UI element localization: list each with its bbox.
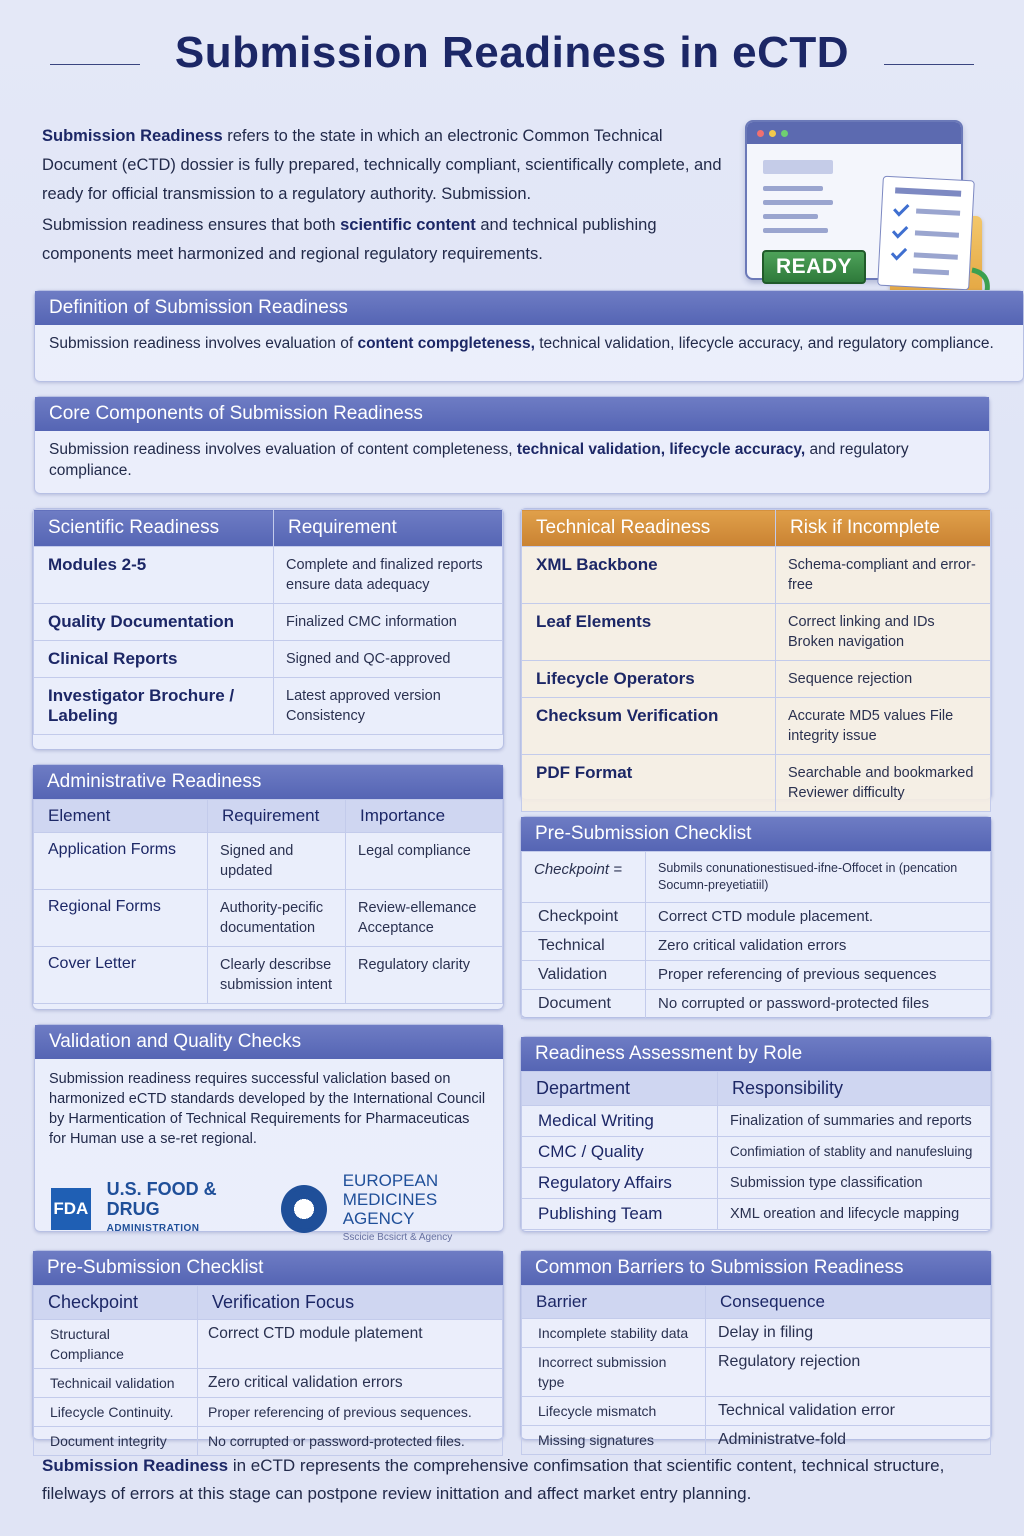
intro-text-2a: Submission readiness ensures that both: [42, 216, 341, 234]
row-value: Schema-compliant and error-free: [776, 547, 991, 604]
row-value: Regulatory clarity: [346, 947, 503, 1004]
administrative-readiness-table: [32, 764, 504, 1010]
column-header: Verification Focus: [198, 1286, 503, 1320]
intro-paragraph-2: [42, 211, 732, 269]
row-label: Incomplete stability data: [522, 1319, 706, 1348]
row-value: Signed and QC-approved: [274, 641, 503, 678]
risk-header: Risk if Incomplete: [776, 510, 991, 547]
row-value: Authority-pecific documentation: [208, 890, 346, 947]
row-label: Document: [522, 990, 646, 1019]
table-row: [34, 1320, 503, 1369]
column-header: Element: [34, 800, 208, 833]
table-row: [522, 990, 991, 1019]
scientific-readiness-table: [32, 508, 504, 750]
row-value: Regulatory rejection: [706, 1348, 991, 1397]
row-label: Regional Forms: [34, 890, 208, 947]
row-value: Clearly describse submission intent: [208, 947, 346, 1004]
requirement-header: Requirement: [274, 510, 503, 547]
table-row: [522, 604, 991, 661]
row-value: Finalized CMC information: [274, 604, 503, 641]
checklist-document-icon: [877, 176, 975, 291]
definition-text: Submission readiness involves evaluation of content compgleteness, technical validation, lifecycle accuracy, and regulatory compliance.: [49, 335, 994, 352]
row-label: Modules 2-5: [34, 547, 274, 604]
column-header: Department: [522, 1072, 718, 1106]
row-value: Zero critical validation errors: [198, 1369, 503, 1398]
core-components-header: Core Components of Submission Readiness: [35, 397, 989, 431]
definition-header: Definition of Submission Readiness: [35, 291, 1023, 325]
table-row: [522, 1426, 991, 1455]
row-value: Zero critical validation errors: [646, 932, 991, 961]
row-label: Incorrect submission type: [522, 1348, 706, 1397]
administrative-header: Administrative Readiness: [33, 765, 503, 799]
presubmission-header-right: Pre-Submission Checklist: [521, 817, 991, 851]
table-row: [522, 755, 991, 812]
ready-badge: READY: [762, 250, 866, 284]
row-label: Publishing Team: [522, 1199, 718, 1230]
column-header: Barrier: [522, 1286, 706, 1319]
validation-header: Validation and Quality Checks: [35, 1025, 503, 1059]
row-value: Sequence rejection: [776, 661, 991, 698]
table-row: [34, 604, 503, 641]
row-value: Confimiation of stablity and nanufesluing: [718, 1137, 991, 1168]
table-row: [34, 547, 503, 604]
table-row: [522, 698, 991, 755]
summary-footer: [42, 1452, 1002, 1508]
row-value: Delay in filing: [706, 1319, 991, 1348]
row-value: Legal compliance: [346, 833, 503, 890]
row-label: Investigator Brochure / Labeling: [34, 678, 274, 735]
scientific-header: Scientific Readiness: [34, 510, 274, 547]
table-row: [522, 961, 991, 990]
row-value: Latest approved version Consistency: [274, 678, 503, 735]
row-label: Cover Letter: [34, 947, 208, 1004]
intro-text-1: refers to the state in which an electronic Common Technical Document (eCTD) dossier is fully prepared, technically compliant, scientifically complete, and ready for official transmission to a regulatory authority. Submission.: [42, 127, 722, 203]
row-value: No corrupted or password-protected files: [646, 990, 991, 1019]
table-row: [34, 1369, 503, 1398]
row-value: Administratve-fold: [706, 1426, 991, 1455]
row-label: CMC / Quality: [522, 1137, 718, 1168]
fda-name: U.S. FOOD & DRUG ADMINISTRATION: [106, 1179, 217, 1234]
row-label: Leaf Elements: [522, 604, 776, 661]
row-label: Lifecycle Continuity.: [34, 1398, 198, 1427]
footer-text: in eCTD represents the comprehensive confimsation that scientific content, technical structure, filelways of errors at this stage can postpone review inittation and affect market entry planning.: [42, 1456, 945, 1503]
row-value: Signed and updated: [208, 833, 346, 890]
row-value: Correct CTD module placement.: [646, 903, 991, 932]
table-row: [34, 833, 503, 890]
core-components-text: Submission readiness involves evaluation of content completeness, technical validation, lifecycle accuracy, and regulatory compliance.: [49, 441, 909, 479]
row-value: No corrupted or password-protected files.: [198, 1427, 503, 1456]
technical-readiness-table: [520, 508, 992, 800]
row-label: Technicail validation: [34, 1369, 198, 1398]
table-row: [34, 890, 503, 947]
row-label: Medical Writing: [522, 1106, 718, 1137]
table-row: [522, 1348, 991, 1397]
roles-header: Readiness Assessment by Role: [521, 1037, 991, 1071]
column-header: Consequence: [706, 1286, 991, 1319]
table-row: [34, 641, 503, 678]
row-value: Proper referencing of previous sequences.: [198, 1398, 503, 1427]
row-label: Document integrity: [34, 1427, 198, 1456]
table-row: [522, 932, 991, 961]
row-label: Application Forms: [34, 833, 208, 890]
row-value: XML oreation and lifecycle mapping: [718, 1199, 991, 1230]
table-row: [34, 678, 503, 735]
column-header: Requirement: [208, 800, 346, 833]
row-label: Lifecycle Operators: [522, 661, 776, 698]
row-value: Proper referencing of previous sequences: [646, 961, 991, 990]
column-header: Responsibility: [718, 1072, 991, 1106]
row-label: XML Backbone: [522, 547, 776, 604]
row-value: Technical validation error: [706, 1397, 991, 1426]
table-row: [522, 547, 991, 604]
intro-text-2b: and technical publishing components meet harmonized and regional regulatory requirements.: [42, 216, 657, 263]
row-value: Submission type classification: [718, 1168, 991, 1199]
core-components-section: [34, 396, 990, 494]
table-row: [522, 1168, 991, 1199]
column-header: Importance: [346, 800, 503, 833]
row-value: Searchable and bookmarked Reviewer difficulty: [776, 755, 991, 812]
row-label: Checksum Verification: [522, 698, 776, 755]
barriers-header: Common Barriers to Submission Readiness: [521, 1251, 991, 1285]
row-label: Validation: [522, 961, 646, 990]
intro: [42, 122, 732, 269]
row-label: Technical: [522, 932, 646, 961]
table-row: [522, 852, 991, 903]
table-row: [522, 1137, 991, 1168]
row-value: Accurate MD5 values File integrity issue: [776, 698, 991, 755]
row-label: PDF Format: [522, 755, 776, 812]
row-label: Checkpoint: [522, 903, 646, 932]
row-value: Correct CTD module platement: [198, 1320, 503, 1369]
row-label: Clinical Reports: [34, 641, 274, 678]
presubmission-checklist-right: [520, 816, 992, 1018]
common-barriers-table: [520, 1250, 992, 1448]
row-label: Lifecycle mismatch: [522, 1397, 706, 1426]
row-label: Regulatory Affairs: [522, 1168, 718, 1199]
technical-header: Technical Readiness: [522, 510, 776, 547]
definition-section: [34, 290, 1024, 382]
row-value: Review-ellemance Acceptance: [346, 890, 503, 947]
table-row: [522, 1319, 991, 1348]
ema-logo-icon: [281, 1185, 327, 1233]
table-row: [522, 1397, 991, 1426]
row-label: Missing signatures: [522, 1426, 706, 1455]
table-row: [34, 1398, 503, 1427]
ema-name: EUROPEAN MEDICINES AGENCY Sscicie Bcsicrt & Agency: [342, 1171, 453, 1243]
table-row: [522, 903, 991, 932]
table-row: [522, 1106, 991, 1137]
footer-term: Submission Readiness: [42, 1456, 229, 1475]
table-row: [34, 947, 503, 1004]
fda-logo-icon: FDA: [51, 1188, 91, 1230]
row-label: Checkpoint =: [522, 852, 646, 903]
validation-quality-section: [34, 1024, 504, 1243]
column-header: Checkpoint: [34, 1286, 198, 1320]
presubmission-checklist-left: [32, 1250, 504, 1449]
readiness-by-role-table: [520, 1036, 992, 1232]
intro-paragraph-1: [42, 122, 732, 209]
agency-logos: [35, 1171, 503, 1247]
ready-illustration: [740, 118, 1000, 318]
table-row: [522, 661, 991, 698]
row-value: Finalization of summaries and reports: [718, 1106, 991, 1137]
row-value: Submils conunationestisued-ifne-Offocet in (pencation Socumn-preyetiatiil): [646, 852, 991, 903]
row-label: Structural Compliance: [34, 1320, 198, 1369]
intro-term: Submission Readiness: [42, 127, 223, 145]
row-value: Complete and finalized reports ensure data adequacy: [274, 547, 503, 604]
presubmission-header-left: Pre-Submission Checklist: [33, 1251, 503, 1285]
row-value: Correct linking and IDs Broken navigation: [776, 604, 991, 661]
row-label: Quality Documentation: [34, 604, 274, 641]
table-row: [522, 1199, 991, 1230]
intro-emphasis: scientific content: [340, 216, 476, 234]
page-title: Submission Readiness in eCTD: [174, 28, 850, 77]
validation-text: Submission readiness requires successful valiclation based on harmonized eCTD standards developed by the International Council by Harmentication of Technical Requirements for Pharmaceuticas for Human use a se-ret regional.: [49, 1071, 486, 1147]
